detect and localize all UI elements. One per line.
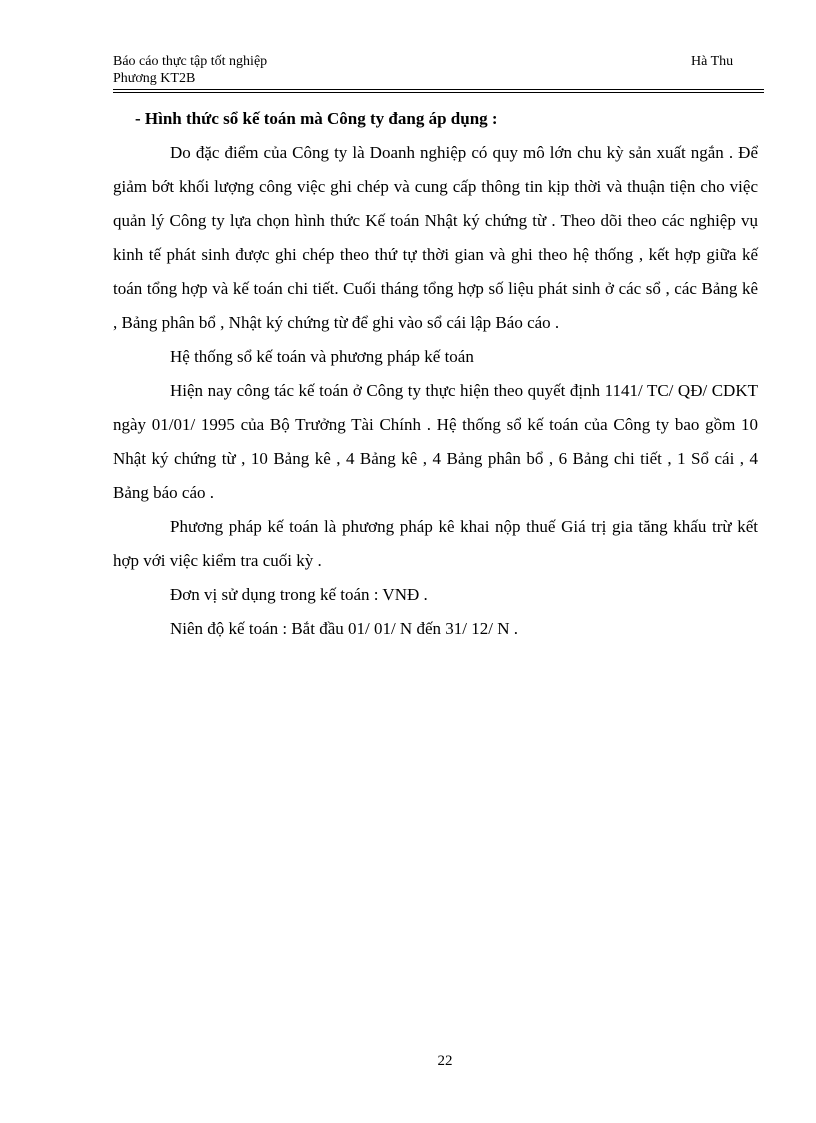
subheading-accounting-system: Hệ thống sổ kế toán và phương pháp kế toán <box>170 347 474 366</box>
page-number: 22 <box>437 1053 453 1069</box>
line-currency-unit: Đơn vị sử dụng trong kế toán : VNĐ . <box>170 585 428 604</box>
header-class-name: Phương KT2B <box>113 71 196 86</box>
paragraph-accounting-form: Do đặc điểm của Công ty là Doanh nghiệp có quy mô lớn chu kỳ sản xuất ngắn . Để giảm bớt khối lượng công việc ghi chép và cung cấp thông tin kịp thời và thuận tiện cho việc quản lý Công ty lựa chọn hình thức Kế toán Nhật ký chứng từ . Theo dõi theo các nghiệp vụ kinh tế phát sinh được ghi chép theo thứ tự thời gian và ghi theo hệ thống , kết hợp giữa kế toán tổng hợp và kế toán chi tiết. Cuối tháng tổng hợp số liệu phát sinh ở các sổ , các Bảng kê , Bảng phân bổ , Nhật ký chứng từ để ghi vào sổ cái lập Báo cáo . <box>113 143 758 332</box>
header-author: Hà Thu <box>691 54 734 69</box>
header-divider <box>113 89 764 90</box>
header-divider-secondary <box>113 92 764 93</box>
document-body <box>113 102 758 646</box>
paragraph-tax-method: Phương pháp kế toán là phương pháp kê khai nộp thuế Giá trị gia tăng khấu trừ kết hợp với việc kiểm tra cuối kỳ . <box>113 517 758 570</box>
line-fiscal-period: Niên độ kế toán : Bắt đầu 01/ 01/ N đến 31/ 12/ N . <box>170 619 518 638</box>
section-heading: - Hình thức sổ kế toán mà Công ty đang áp dụng : <box>135 109 498 128</box>
header-report-title: Báo cáo thực tập tốt nghiệp <box>113 54 268 69</box>
paragraph-regulation: Hiện nay công tác kế toán ở Công ty thực hiện theo quyết định 1141/ TC/ QĐ/ CDKT ngày 01/01/ 1995 của Bộ Trưởng Tài Chính . Hệ thống sổ kế toán của Công ty bao gồm 10 Nhật ký chứng từ , 10 Bảng kê , 4 Bảng kê , 4 Bảng phân bổ , 6 Bảng chi tiết , 1 Sổ cái , 4 Bảng báo cáo . <box>113 381 758 502</box>
